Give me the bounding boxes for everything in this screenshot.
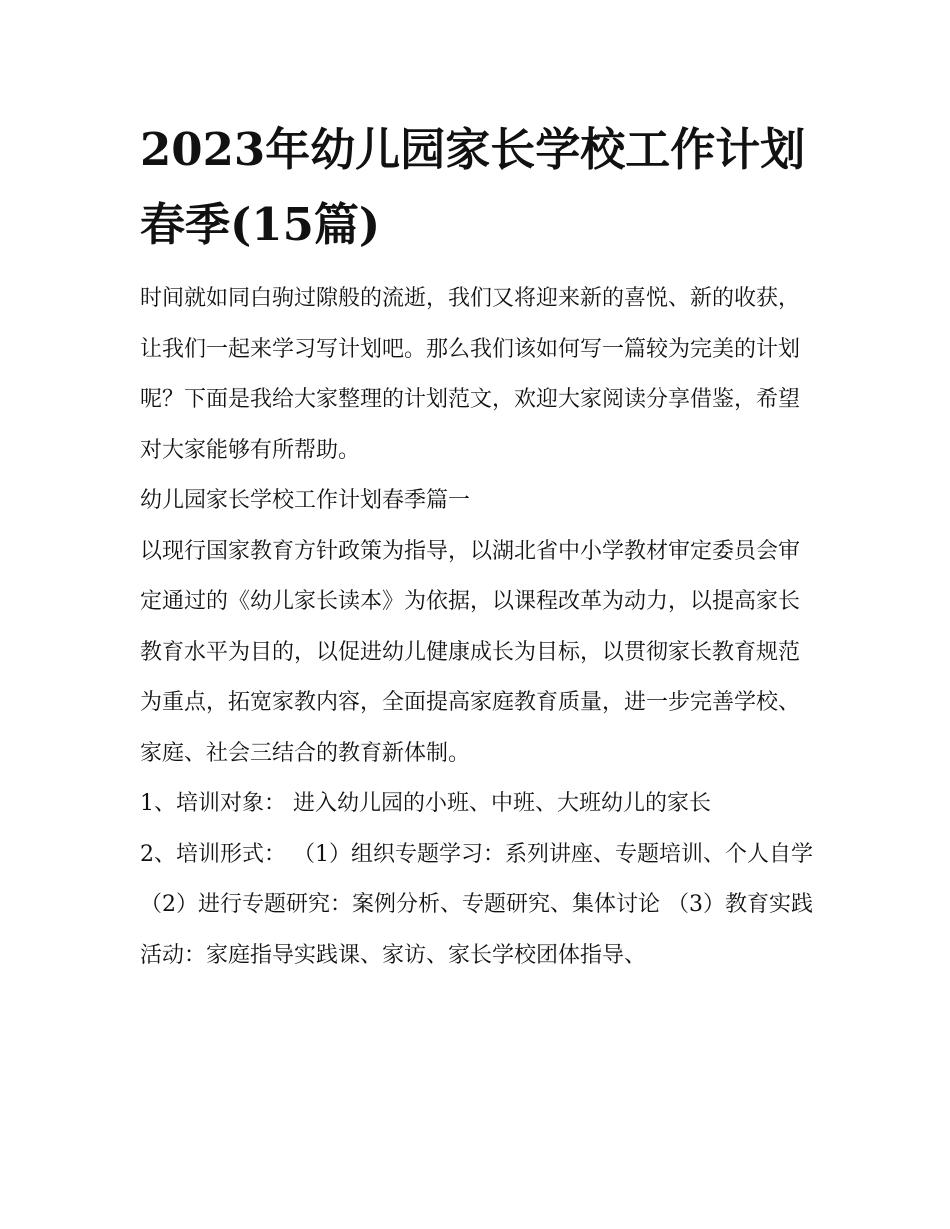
intro-paragraph: 时间就如同白驹过隙般的流逝，我们又将迎来新的喜悦、新的收获，让我们一起来学习写计划吧。那么我们该如何写一篇较为完美的计划呢？下面是我给大家整理的计划范文，欢迎大家阅读分享借鉴，希望对大家能够有所帮助。 [140, 286, 801, 463]
training-target-item: 1、培训对象： 进入幼儿园的小班、中班、大班幼儿的家长 [140, 791, 711, 816]
section-heading: 幼儿园家长学校工作计划春季篇一 [140, 488, 471, 513]
guiding-principle-paragraph: 以现行国家教育方针政策为指导，以湖北省中小学教材审定委员会审定通过的《幼儿家长读本》为依据，以课程改革为动力，以提高家长教育水平为目的，以促进幼儿健康成长为目标，以贯彻家长教育规范为重点，拓宽家教内容，全面提高家庭教育质量，进一步完善学校、家庭、社会三结合的教育新体制。 [140, 538, 801, 766]
training-form-item: 2、培训形式： （1）组织专题学习：系列讲座、专题培训、个人自学 [140, 841, 813, 867]
document-body [140, 274, 820, 981]
training-form-continued: （2）进行专题研究：案例分析、专题研究、集体讨论 （3）教育实践活动：家庭指导实践课、家访、家长学校团体指导、 [140, 892, 813, 968]
document-title: 2023年幼儿园家长学校工作计划春季(15篇) [140, 123, 806, 251]
